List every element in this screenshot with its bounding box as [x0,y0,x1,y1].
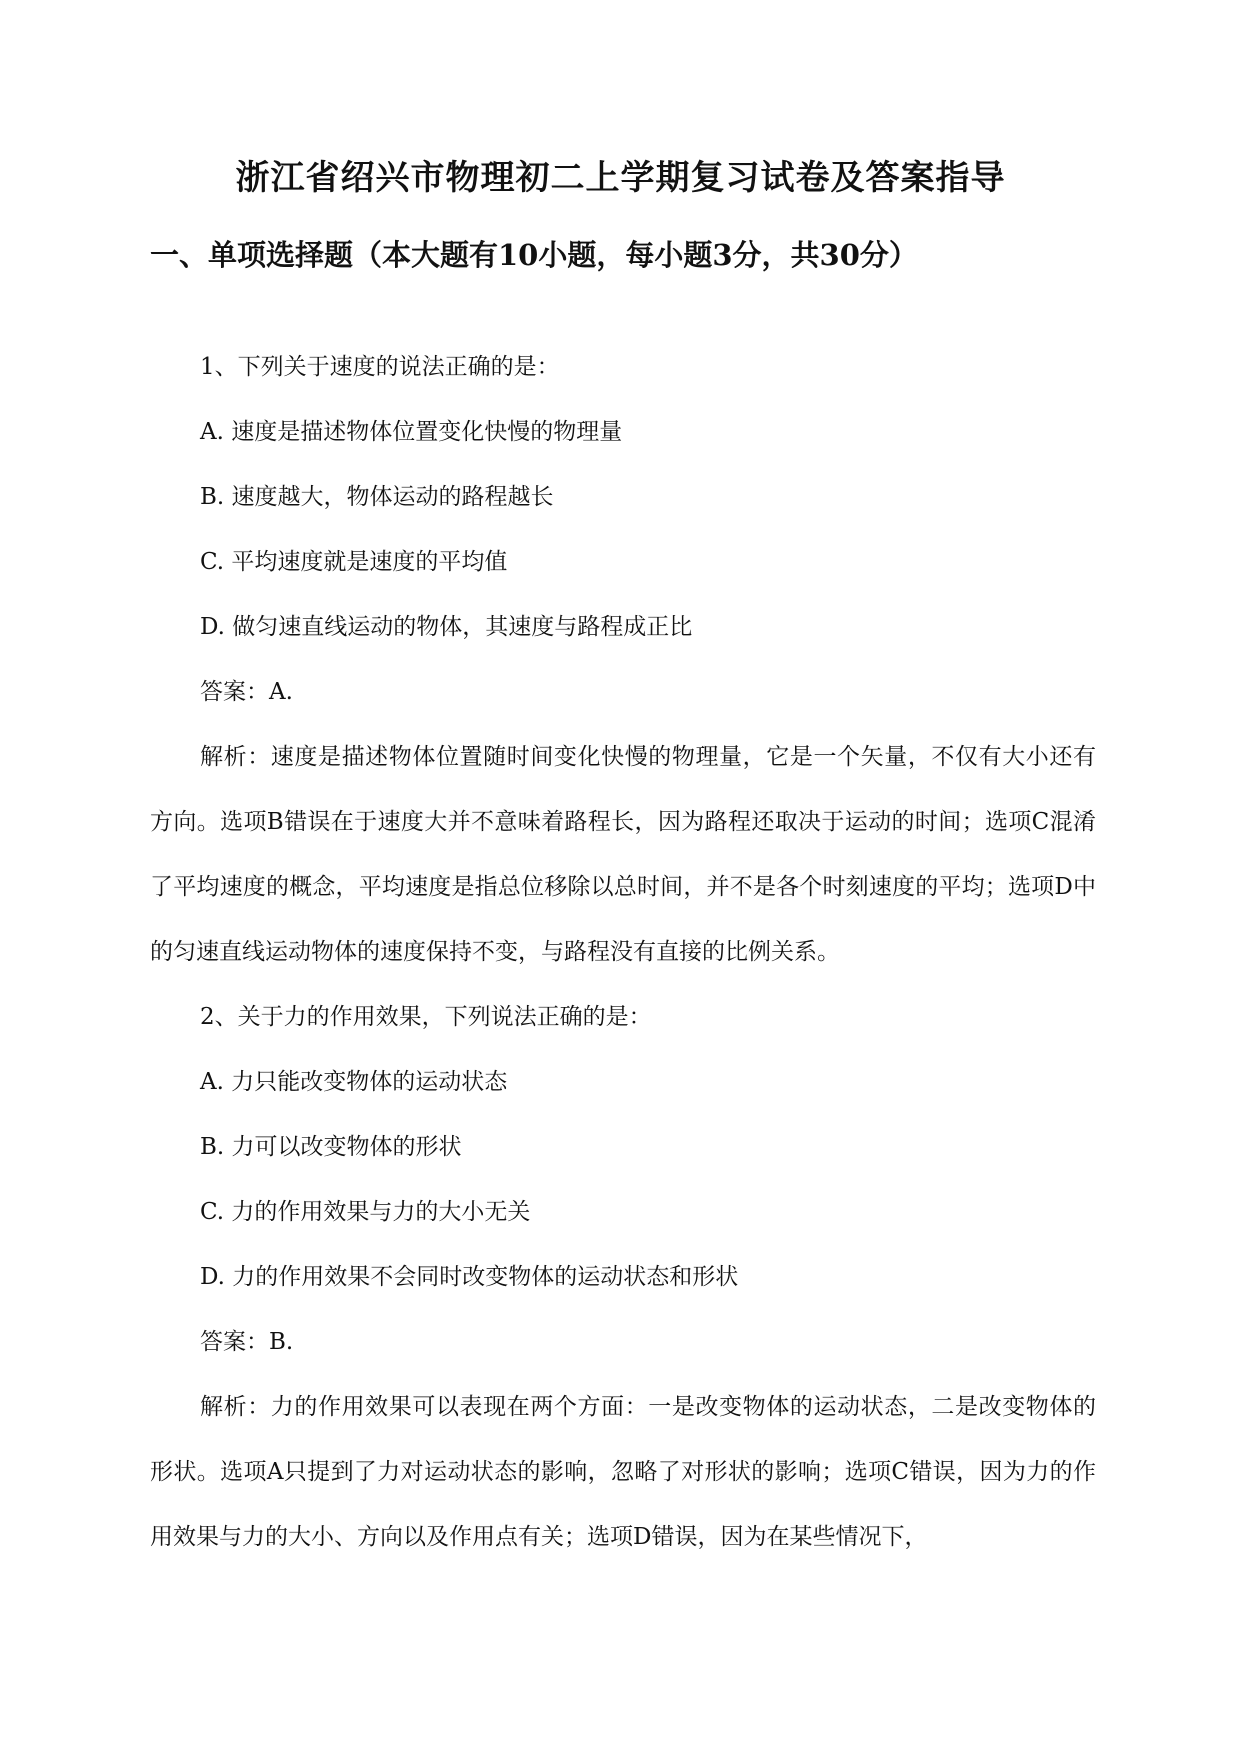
question-analysis: 解析：力的作用效果可以表现在两个方面：一是改变物体的运动状态，二是改变物体的形状。选项A只提到了力对运动状态的影响，忽略了对形状的影响；选项C错误，因为力的作用效果与力的大小、方向以及作用点有关；选项D错误，因为在某些情况下， [150,1394,1096,1550]
question-option: D. 力的作用效果不会同时改变物体的运动状态和形状 [200,1264,739,1290]
question-stem: 1、下列关于速度的说法正确的是： [200,354,560,380]
question-answer: 答案：A. [200,679,293,705]
question-option: A. 力只能改变物体的运动状态 [200,1069,508,1095]
question-option: D. 做匀速直线运动的物体，其速度与路程成正比 [200,614,693,640]
section-heading: 一、单项选择题（本大题有10小题，每小题3分，共30分） [150,238,918,272]
question-analysis: 解析：速度是描述物体位置随时间变化快慢的物理量，它是一个矢量，不仅有大小还有方向。选项B错误在于速度大并不意味着路程长，因为路程还取决于运动的时间；选项C混淆了平均速度的概念，平均速度是指总位移除以总时间，并不是各个时刻速度的平均；选项D中的匀速直线运动物体的速度保持不变，与路程没有直接的比例关系。 [150,744,1096,965]
question-option: C. 平均速度就是速度的平均值 [200,549,508,575]
question-stem: 2、关于力的作用效果，下列说法正确的是： [200,1004,652,1030]
question-block [150,985,1096,1570]
question-block [150,335,1096,985]
question-answer: 答案：B. [200,1329,294,1355]
question-option: A. 速度是描述物体位置变化快慢的物理量 [200,419,623,445]
document-title: 浙江省绍兴市物理初二上学期复习试卷及答案指导 [235,158,1006,198]
question-option: B. 速度越大，物体运动的路程越长 [200,484,554,510]
question-option: B. 力可以改变物体的形状 [200,1134,462,1160]
question-option: C. 力的作用效果与力的大小无关 [200,1199,531,1225]
question-list [150,335,1096,1570]
